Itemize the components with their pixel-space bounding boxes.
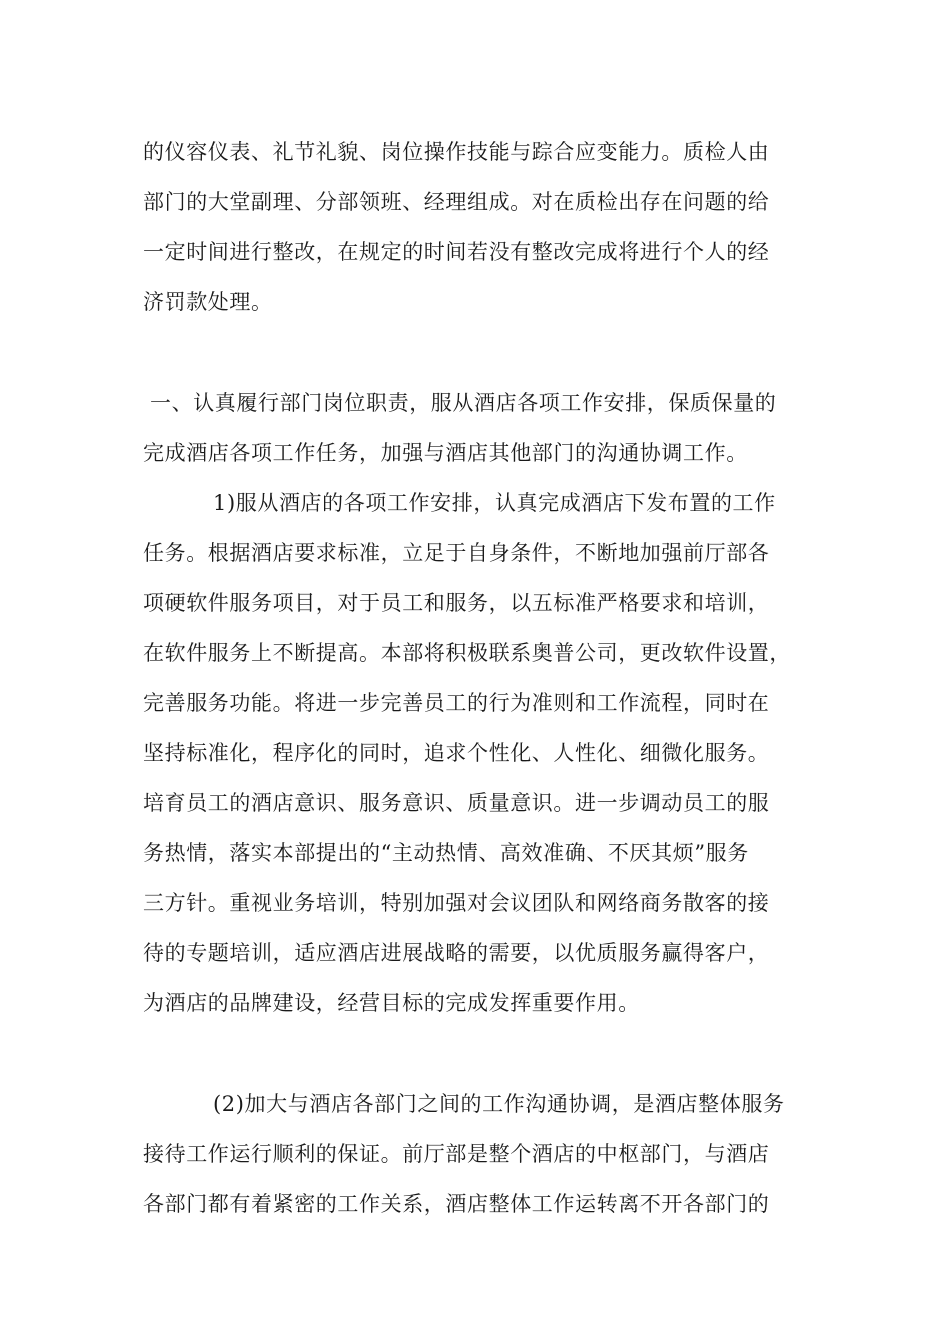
paragraph-line: 完善服务功能。将进一步完善员工的行为准则和工作流程，同时在 (143, 691, 770, 715)
paragraph-line: 济罚款处理。 (143, 290, 273, 314)
paragraph-line: 待的专题培训，适应酒店进展战略的需要，以优质服务赢得客户， (143, 941, 770, 965)
paragraph-line: 1)服从酒店的各项工作安排，认真完成酒店下发布置的工作 (213, 491, 776, 515)
paragraph-line: 任务。根据酒店要求标准，立足于自身条件，不断地加强前厅部各 (143, 541, 770, 565)
paragraph-line: 各部门都有着紧密的工作关系，酒店整体工作运转离不开各部门的 (143, 1192, 770, 1216)
paragraph-line: 部门的大堂副理、分部领班、经理组成。对在质检出存在问题的给 (143, 190, 770, 214)
paragraph-line: 在软件服务上不断提高。本部将积极联系奥普公司，更改软件设置， (143, 641, 791, 665)
paragraph-line: (2)加大与酒店各部门之间的工作沟通协调，是酒店整体服务 (213, 1092, 785, 1116)
paragraph-line: 一定时间进行整改，在规定的时间若没有整改完成将进行个人的经 (143, 240, 770, 264)
paragraph-line: 为酒店的品牌建设，经营目标的完成发挥重要作用。 (143, 991, 640, 1015)
paragraph-line: 项硬软件服务项目，对于员工和服务，以五标准严格要求和培训， (143, 591, 770, 615)
paragraph-line: 接待工作运行顺利的保证。前厅部是整个酒店的中枢部门，与酒店 (143, 1142, 770, 1166)
paragraph-line: 务热情，落实本部提出的“主动热情、高效准确、不厌其烦”服务 (143, 841, 749, 865)
section-heading-line: 一、认真履行部门岗位职责，服从酒店各项工作安排，保质保量的 (150, 391, 777, 415)
section-heading-line: 完成酒店各项工作任务，加强与酒店其他部门的沟通协调工作。 (143, 441, 748, 465)
paragraph-line: 三方针。重视业务培训，特别加强对会议团队和网络商务散客的接 (143, 891, 770, 915)
paragraph-line: 坚持标准化，程序化的同时，追求个性化、人性化、细微化服务。 (143, 741, 770, 765)
paragraph-line: 培育员工的酒店意识、服务意识、质量意识。进一步调动员工的服 (143, 791, 770, 815)
paragraph-line: 的仪容仪表、礼节礼貌、岗位操作技能与踪合应变能力。质检人由 (143, 140, 770, 164)
